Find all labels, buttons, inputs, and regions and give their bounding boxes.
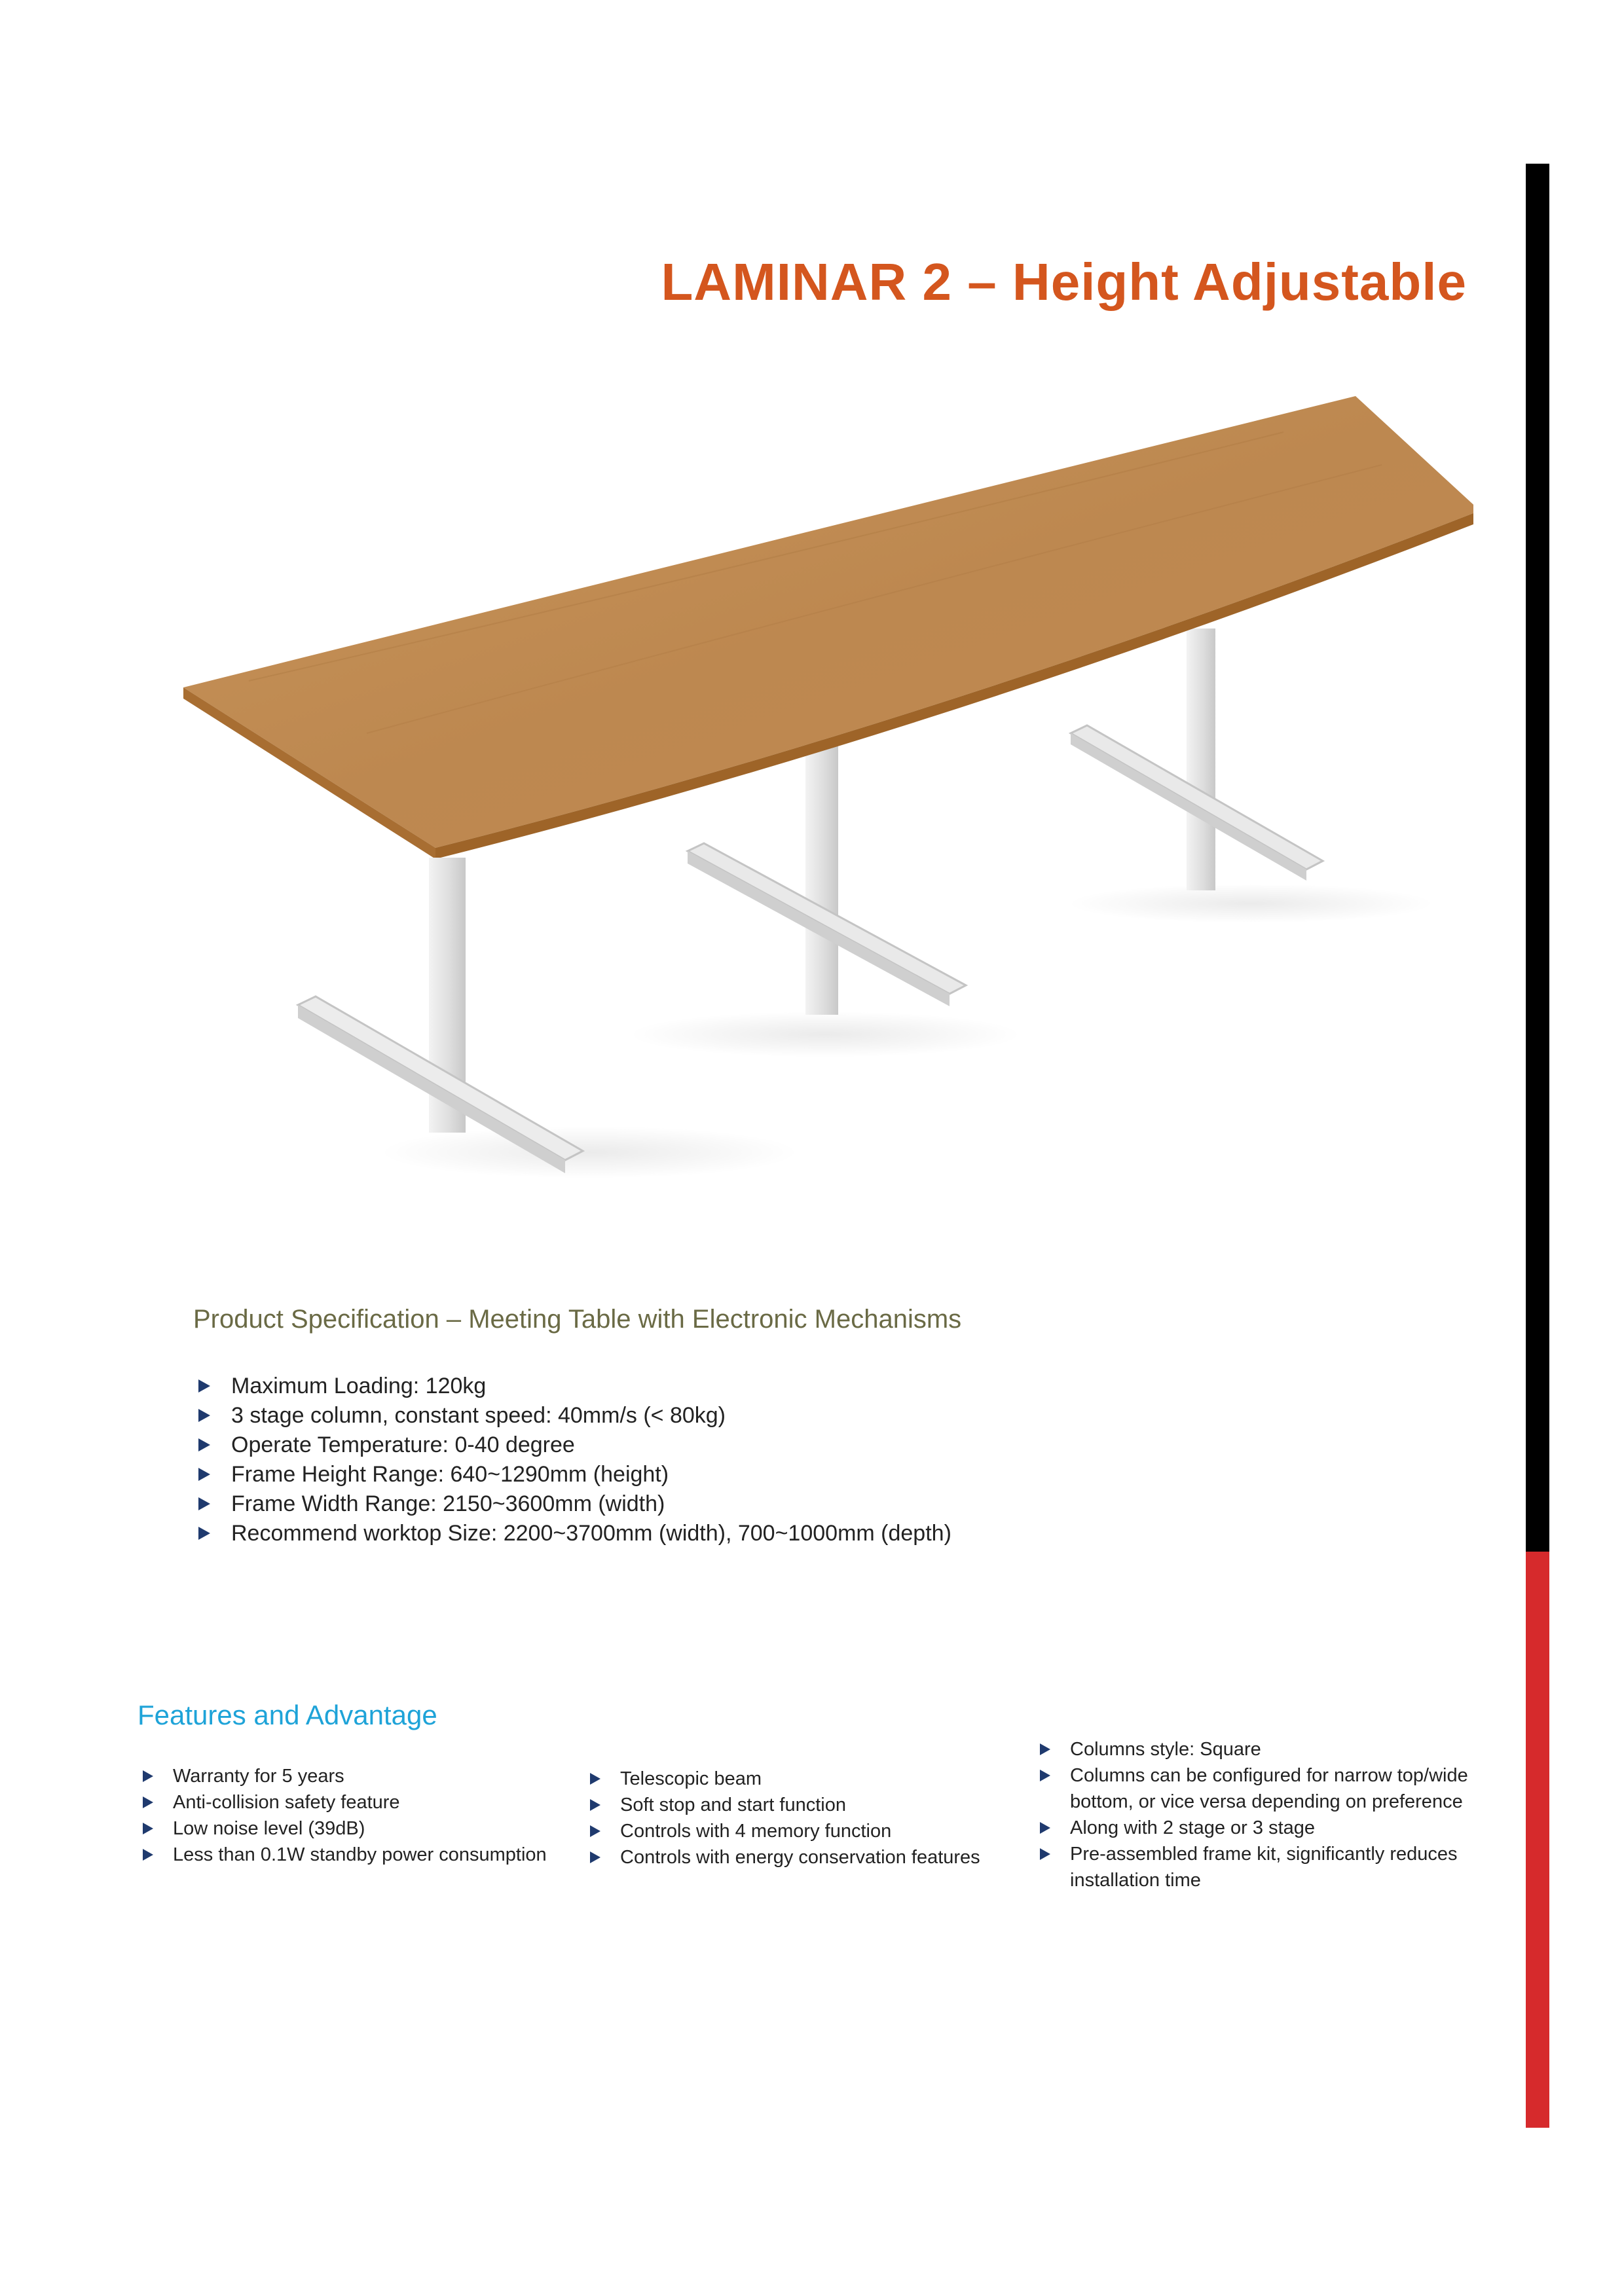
bullet-arrow-icon: [143, 1796, 153, 1808]
side-bar-red: [1526, 1552, 1549, 2128]
bullet-arrow-icon: [590, 1825, 600, 1837]
bullet-arrow-icon: [143, 1770, 153, 1782]
bullet-arrow-icon: [1040, 1848, 1050, 1860]
bullet-arrow-icon: [1040, 1822, 1050, 1834]
feature-item-continuation: bottom, or vice versa depending on preference: [1070, 1791, 1463, 1812]
feature-item: Warranty for 5 years: [138, 1763, 547, 1789]
side-bar-black: [1526, 164, 1549, 1552]
features-column-1: [138, 1763, 547, 1868]
feature-item: Less than 0.1W standby power consumption: [138, 1842, 547, 1868]
page-title: LAMINAR 2 – Height Adjustable: [661, 253, 1467, 311]
meeting-table-image: [170, 393, 1473, 1185]
bullet-arrow-icon: [143, 1849, 153, 1861]
bullet-arrow-icon: [1040, 1743, 1050, 1755]
features-column-2: [585, 1766, 980, 1870]
bullet-arrow-icon: [143, 1823, 153, 1834]
feature-item: Along with 2 stage or 3 stage: [1035, 1815, 1468, 1841]
spec-item: Frame Width Range: 2150~3600mm (width): [193, 1489, 951, 1519]
spec-list: [193, 1372, 951, 1548]
spec-item: Maximum Loading: 120kg: [193, 1372, 951, 1401]
features-heading: Features and Advantage: [138, 1700, 437, 1730]
spec-item: Operate Temperature: 0-40 degree: [193, 1430, 951, 1460]
feature-item: Soft stop and start function: [585, 1792, 980, 1818]
bullet-arrow-icon: [198, 1438, 210, 1451]
bullet-arrow-icon: [590, 1799, 600, 1811]
bullet-arrow-icon: [198, 1379, 210, 1393]
spec-item: Frame Height Range: 640~1290mm (height): [193, 1460, 951, 1489]
feature-item: Low noise level (39dB): [138, 1815, 547, 1842]
bullet-arrow-icon: [198, 1527, 210, 1540]
bullet-arrow-icon: [198, 1409, 210, 1422]
spec-item: Recommend worktop Size: 2200~3700mm (width), 700~1000mm (depth): [193, 1519, 951, 1548]
feature-item-continuation: installation time: [1070, 1870, 1201, 1891]
spec-item: 3 stage column, constant speed: 40mm/s (< 80kg): [193, 1401, 951, 1430]
bullet-arrow-icon: [198, 1468, 210, 1481]
bullet-arrow-icon: [590, 1851, 600, 1863]
feature-item: Controls with 4 memory function: [585, 1818, 980, 1844]
spec-heading: Product Specification – Meeting Table with Electronic Mechanisms: [193, 1305, 962, 1334]
features-column-3: [1035, 1736, 1468, 1893]
feature-item: Telescopic beam: [585, 1766, 980, 1792]
bullet-arrow-icon: [590, 1773, 600, 1785]
feature-item: Pre-assembled frame kit, significantly reduces: [1035, 1841, 1468, 1867]
bullet-arrow-icon: [1040, 1770, 1050, 1781]
bullet-arrow-icon: [198, 1497, 210, 1510]
feature-item: Controls with energy conservation features: [585, 1844, 980, 1870]
feature-item: Columns style: Square: [1035, 1736, 1468, 1762]
feature-item: Columns can be configured for narrow top/wide: [1035, 1762, 1468, 1789]
feature-item: Anti-collision safety feature: [138, 1789, 547, 1815]
